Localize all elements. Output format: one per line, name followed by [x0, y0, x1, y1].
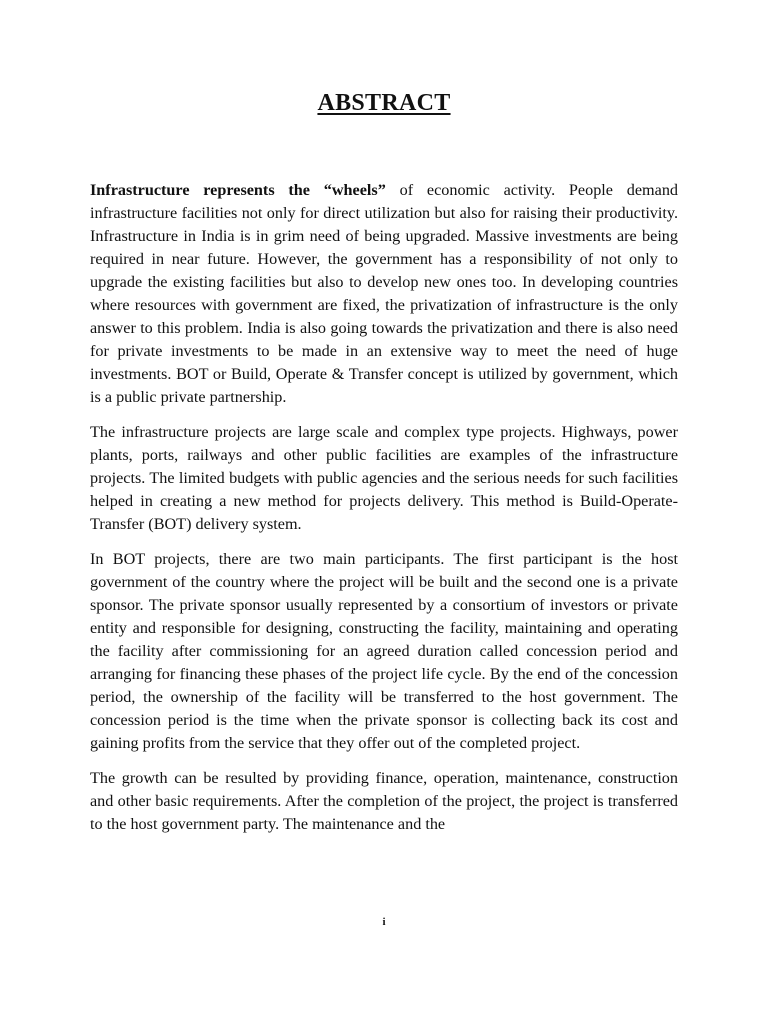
- paragraph-1-lead: Infrastructure represents the “wheels”: [90, 181, 386, 199]
- paragraph-2: The infrastructure projects are large scale and complex type projects. Highways, power plants, ports, railways and other public facilities are examples of the infrastructure projects. The limited budgets with public agencies and the serious needs for such facilities helped in creating a new method for projects delivery. This method is Build-Operate-Transfer (BOT) delivery system.: [90, 423, 678, 533]
- paragraph-1-text: of economic activity. People demand infrastructure facilities not only for direct utilization but also for raising their productivity. Infrastructure in India is in grim need of being upgraded. Massive investments are being required in near future. However, the government has a responsibility of not only to upgrade the existing facilities but also to develop new ones too. In developing countries where resources with government are fixed, the privatization of infrastructure is the only answer to this problem. India is also going towards the privatization and there is also need for private investments to be made in an extensive way to meet the need of huge investments. BOT or Build, Operate & Transfer concept is utilized by government, which is a public private partnership.: [90, 181, 679, 406]
- abstract-body: [90, 179, 678, 848]
- paragraph-1: [90, 179, 678, 409]
- paragraph-3: In BOT projects, there are two main participants. The first participant is the host government of the country where the project will be built and the second one is a private sponsor. The private sponsor usually represented by a consortium of investors or private entity and responsible for designing, constructing the facility, maintaining and operating the facility after commissioning for an agreed duration called concession period and arranging for financing these phases of the project life cycle. By the end of the concession period, the ownership of the facility will be transferred to the host government. The concession period is the time when the private sponsor is collecting back its cost and gaining profits from the service that they offer out of the completed project.: [90, 550, 678, 752]
- paragraph-4: The growth can be resulted by providing finance, operation, maintenance, construction and other basic requirements. After the completion of the project, the project is transferred to the host government party. The maintenance and the: [90, 769, 678, 833]
- page-title: ABSTRACT: [317, 90, 451, 116]
- page-number: i: [382, 916, 386, 928]
